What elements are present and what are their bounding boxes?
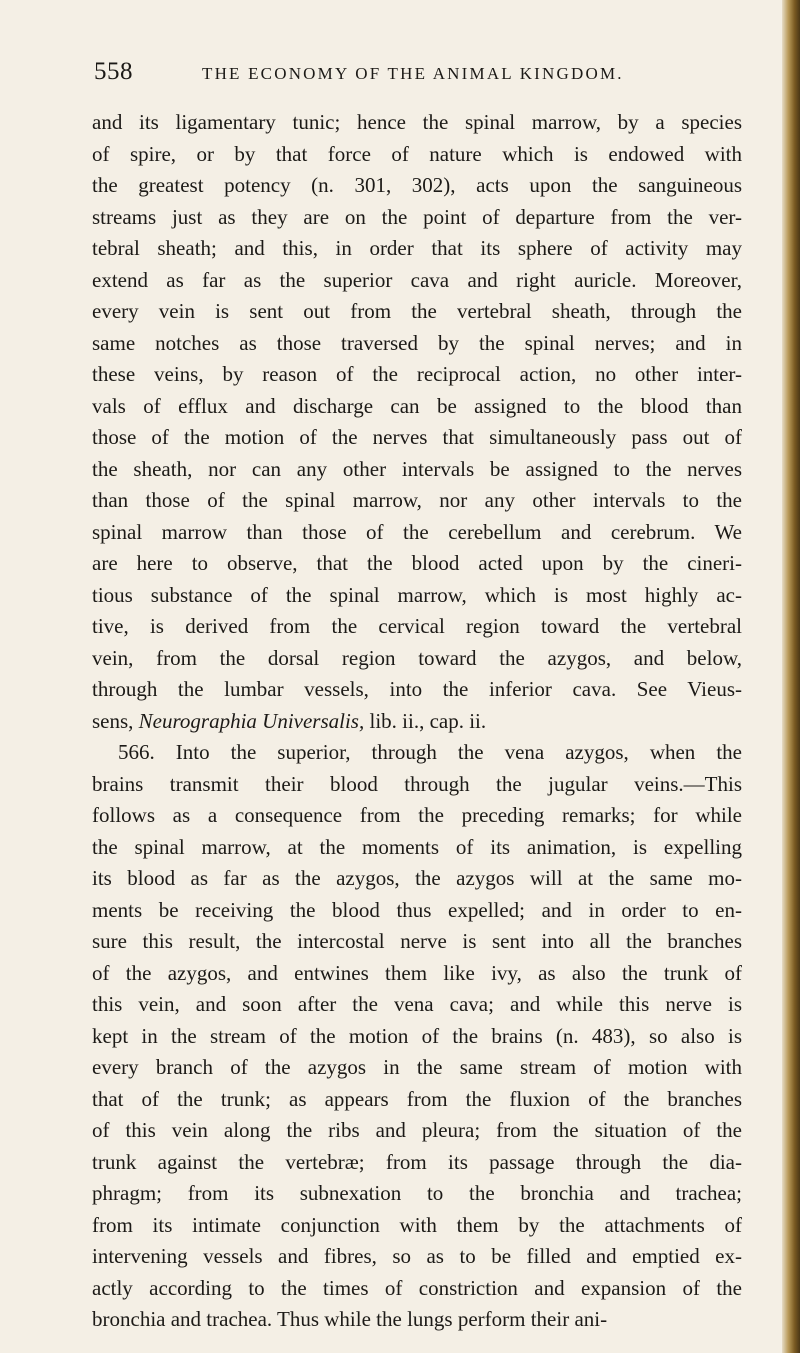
body-text xyxy=(92,107,742,1336)
text-line: phragm; from its subnexation to the bronchia and trachea; xyxy=(92,1181,742,1205)
text-line: the sheath, nor can any other intervals be assigned to the nerves xyxy=(92,456,742,481)
text-line: those of the motion of the nerves that simultaneously pass out of xyxy=(92,425,742,449)
citation-prefix: sens, xyxy=(92,708,139,733)
page-header xyxy=(94,58,744,88)
text-line: every branch of the azygos in the same stream of motion with xyxy=(92,1055,742,1079)
text-line: tive, is derived from the cervical region toward the vertebral xyxy=(92,614,742,638)
citation-suffix: lib. ii., cap. ii. xyxy=(364,708,487,733)
text-line: through the lumbar vessels, into the inferior cava. See Vieus- xyxy=(92,677,742,701)
text-line: actly according to the times of constriction and expansion of the xyxy=(92,1275,742,1300)
text-line: streams just as they are on the point of departure from the ver- xyxy=(92,204,742,229)
text-line: vein, from the dorsal region toward the azygos, and below, xyxy=(92,645,742,670)
text-line: intervening vessels and fibres, so as to be filled and emptied ex- xyxy=(92,1244,742,1268)
text-line: of this vein along the ribs and pleura; from the situation of the xyxy=(92,1118,742,1142)
paragraph-1 xyxy=(92,107,742,737)
text-line: of spire, or by that force of nature which is endowed with xyxy=(92,141,742,166)
text-line: kept in the stream of the motion of the brains (n. 483), so also is xyxy=(92,1023,742,1048)
text-line: bronchia and trachea. Thus while the lungs perform their ani- xyxy=(92,1307,608,1331)
text-line: brains transmit their blood through the jugular veins.—This xyxy=(92,771,742,796)
text-line: 566. Into the superior, through the vena azygos, when the xyxy=(118,740,742,764)
text-line: sure this result, the intercostal nerve is sent into all the branches xyxy=(92,929,742,953)
page-number: 558 xyxy=(94,58,133,85)
text-line: its blood as far as the azygos, the azygos will at the same mo- xyxy=(92,866,742,890)
text-line: every vein is sent out from the vertebral sheath, through the xyxy=(92,299,742,323)
text-line: follows as a consequence from the preceding remarks; for while xyxy=(92,803,742,827)
citation-title: Neurographia Universalis, xyxy=(138,708,365,733)
text-line: than those of the spinal marrow, nor any other intervals to the xyxy=(92,488,742,512)
text-line: these veins, by reason of the reciprocal action, no other inter- xyxy=(92,362,742,386)
text-line: the spinal marrow, at the moments of its animation, is expelling xyxy=(92,834,742,859)
text-line: same notches as those traversed by the spinal nerves; and in xyxy=(92,330,742,355)
text-line: tebral sheath; and this, in order that its sphere of activity may xyxy=(92,236,742,260)
running-title: THE ECONOMY OF THE ANIMAL KINGDOM. xyxy=(202,64,624,83)
paragraph-2 xyxy=(92,737,742,1336)
text-line: ments be receiving the blood thus expelled; and in order to en- xyxy=(92,897,742,922)
text-line-citation xyxy=(92,706,742,738)
text-line: extend as far as the superior cava and right auricle. Moreover, xyxy=(92,267,742,292)
text-line: vals of efflux and discharge can be assigned to the blood than xyxy=(92,393,742,418)
text-line: are here to observe, that the blood acted upon by the cineri- xyxy=(92,551,742,575)
text-line: and its ligamentary tunic; hence the spinal marrow, by a species xyxy=(92,110,742,134)
text-line: from its intimate conjunction with them by the attachments of xyxy=(92,1212,742,1237)
text-line: trunk against the vertebræ; from its passage through the dia- xyxy=(92,1149,742,1174)
text-line: that of the trunk; as appears from the fluxion of the branches xyxy=(92,1086,742,1111)
text-line: this vein, and soon after the vena cava; and while this nerve is xyxy=(92,992,742,1016)
text-line: spinal marrow than those of the cerebellum and cerebrum. We xyxy=(92,519,742,544)
text-line: the greatest potency (n. 301, 302), acts upon the sanguineous xyxy=(92,173,742,197)
text-line: tious substance of the spinal marrow, which is most highly ac- xyxy=(92,582,742,607)
text-line: of the azygos, and entwines them like ivy, as also the trunk of xyxy=(92,960,742,985)
page-edge xyxy=(782,0,800,1353)
